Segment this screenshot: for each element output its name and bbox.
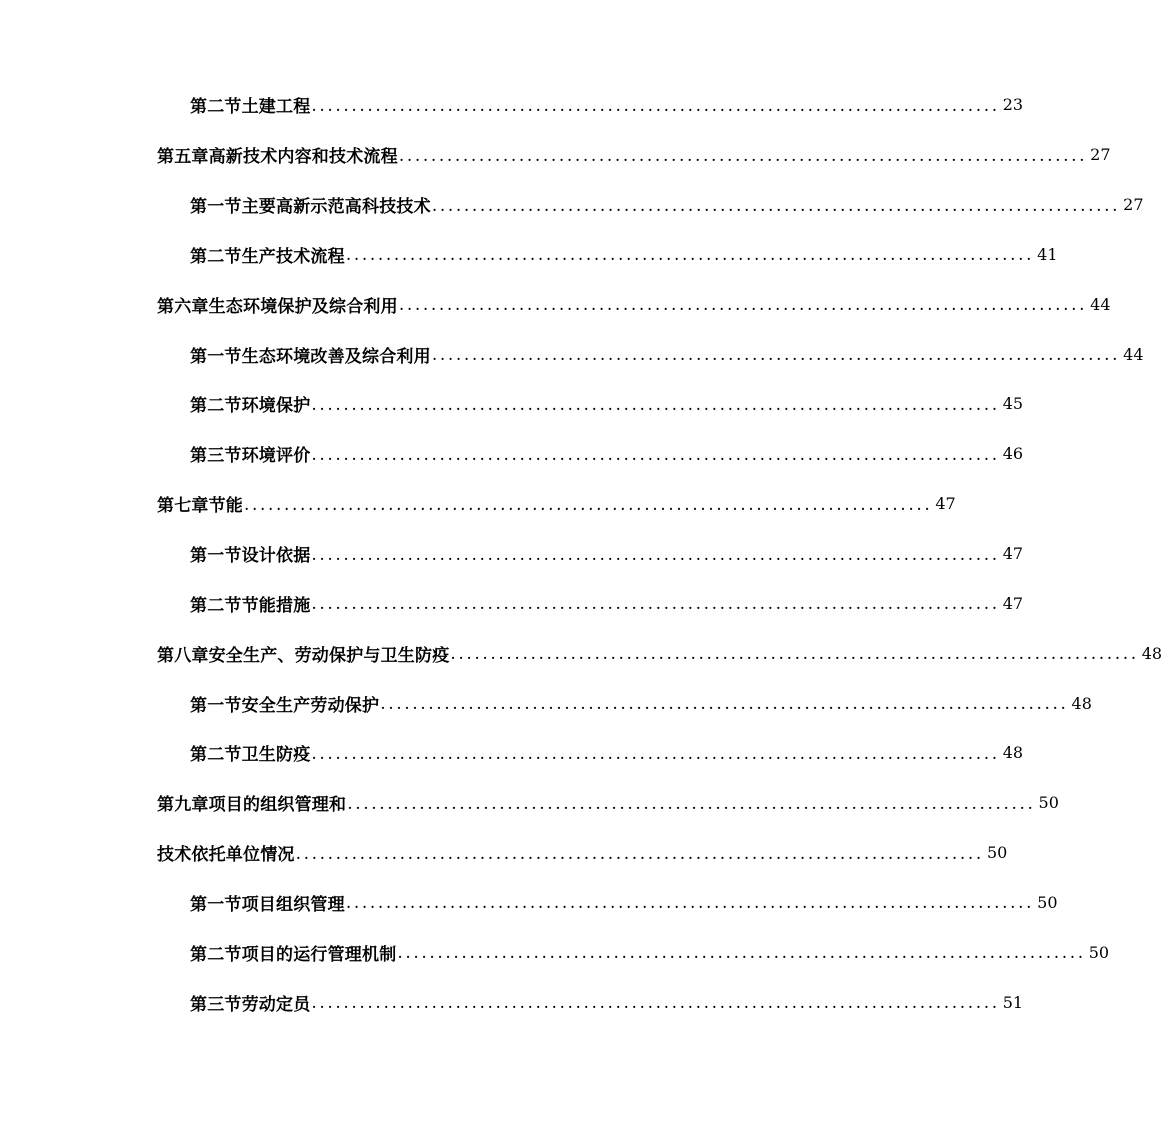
table-of-contents	[0, 80, 1162, 1027]
toc-entry[interactable]	[0, 379, 1024, 429]
toc-dot-leader: ......................................................................................	[295, 843, 984, 864]
toc-page-number: 48	[1071, 693, 1092, 713]
toc-page-number: 41	[1037, 244, 1058, 264]
toc-entry-title: 第一节主要高新示范高科技技术	[190, 197, 431, 218]
toc-entry-title: 第七章节能	[157, 496, 243, 517]
toc-entry[interactable]	[0, 878, 1058, 928]
toc-entry[interactable]	[0, 828, 1008, 878]
toc-entry-title: 第一节设计依据	[190, 546, 311, 567]
toc-page-number: 46	[1002, 444, 1024, 464]
toc-page-number: 50	[1038, 793, 1059, 813]
toc-entry-title: 第二节项目的运行管理机制	[190, 944, 397, 965]
toc-page-number: 27	[1123, 195, 1144, 215]
toc-page-number: 50	[1037, 892, 1058, 912]
toc-entry-title: 技术依托单位情况	[157, 845, 295, 866]
toc-page-number: 27	[1090, 145, 1111, 165]
toc-page-number: 51	[1002, 992, 1024, 1012]
toc-dot-leader: ......................................................................................	[345, 893, 1035, 914]
toc-entry-title: 第一节生态环境改善及综合利用	[190, 346, 431, 367]
toc-dot-leader: ......................................................................................	[450, 644, 1139, 665]
toc-page-number: 44	[1090, 294, 1111, 314]
toc-dot-leader: ......................................................................................	[311, 594, 1000, 615]
toc-page-number: 50	[986, 843, 1008, 863]
toc-page-number: 23	[1002, 95, 1024, 115]
toc-entry-title: 第八章安全生产、劳动保护与卫生防疫	[157, 645, 450, 666]
toc-dot-leader: ......................................................................................	[380, 694, 1069, 715]
toc-entry-title: 第九章项目的组织管理和	[157, 795, 347, 816]
toc-entry[interactable]	[0, 479, 956, 529]
toc-entry[interactable]	[0, 130, 1111, 180]
toc-entry-title: 第二节卫生防疫	[190, 745, 311, 766]
toc-dot-leader: ......................................................................................	[398, 295, 1088, 316]
toc-entry[interactable]	[0, 329, 1144, 379]
toc-dot-leader: ......................................................................................	[345, 245, 1035, 266]
toc-entry-title: 第二节土建工程	[190, 97, 311, 118]
toc-entry-title: 第二节环境保护	[190, 396, 311, 417]
toc-page-number: 47	[1002, 593, 1024, 613]
toc-entry[interactable]	[0, 279, 1111, 329]
toc-dot-leader: ......................................................................................	[311, 95, 1000, 116]
toc-entry[interactable]	[0, 80, 1024, 130]
toc-entry[interactable]	[0, 180, 1144, 230]
toc-dot-leader: ......................................................................................	[397, 943, 1086, 964]
toc-page-number: 44	[1123, 344, 1144, 364]
toc-entry[interactable]	[0, 778, 1059, 828]
toc-entry[interactable]	[0, 230, 1058, 280]
toc-page-number: 47	[1002, 544, 1024, 564]
toc-dot-leader: ......................................................................................	[311, 993, 1000, 1014]
toc-page-number: 48	[1002, 743, 1024, 763]
toc-page-number: 47	[935, 494, 956, 514]
toc-page-number: 50	[1088, 942, 1110, 962]
toc-entry[interactable]	[0, 678, 1092, 728]
toc-dot-leader: ......................................................................................	[244, 494, 933, 515]
toc-dot-leader: ......................................................................................	[347, 793, 1036, 814]
toc-entry-title: 第三节环境评价	[190, 446, 311, 467]
toc-entry[interactable]	[0, 927, 1110, 977]
toc-dot-leader: ......................................................................................	[311, 743, 1000, 764]
toc-entry-title: 第五章高新技术内容和技术流程	[157, 147, 398, 168]
toc-entry[interactable]	[0, 628, 1162, 678]
toc-dot-leader: ......................................................................................	[431, 345, 1121, 366]
toc-entry-title: 第六章生态环境保护及综合利用	[157, 296, 398, 317]
toc-entry-title: 第二节生产技术流程	[190, 246, 345, 267]
toc-entry-title: 第一节项目组织管理	[190, 894, 345, 915]
toc-dot-leader: ......................................................................................	[311, 544, 1000, 565]
toc-dot-leader: ......................................................................................	[311, 394, 1000, 415]
toc-dot-leader: ......................................................................................	[431, 195, 1121, 216]
toc-page-number: 45	[1002, 394, 1024, 414]
toc-dot-leader: ......................................................................................	[311, 444, 1000, 465]
toc-entry[interactable]	[0, 429, 1024, 479]
toc-dot-leader: ......................................................................................	[398, 145, 1088, 166]
toc-page-number: 48	[1141, 643, 1162, 663]
toc-entry-title: 第二节节能措施	[190, 595, 311, 616]
toc-entry[interactable]	[0, 977, 1024, 1027]
toc-entry[interactable]	[0, 728, 1024, 778]
toc-entry[interactable]	[0, 578, 1024, 628]
toc-entry-title: 第三节劳动定员	[190, 994, 311, 1015]
toc-entry-title: 第一节安全生产劳动保护	[190, 695, 380, 716]
toc-entry[interactable]	[0, 529, 1024, 579]
